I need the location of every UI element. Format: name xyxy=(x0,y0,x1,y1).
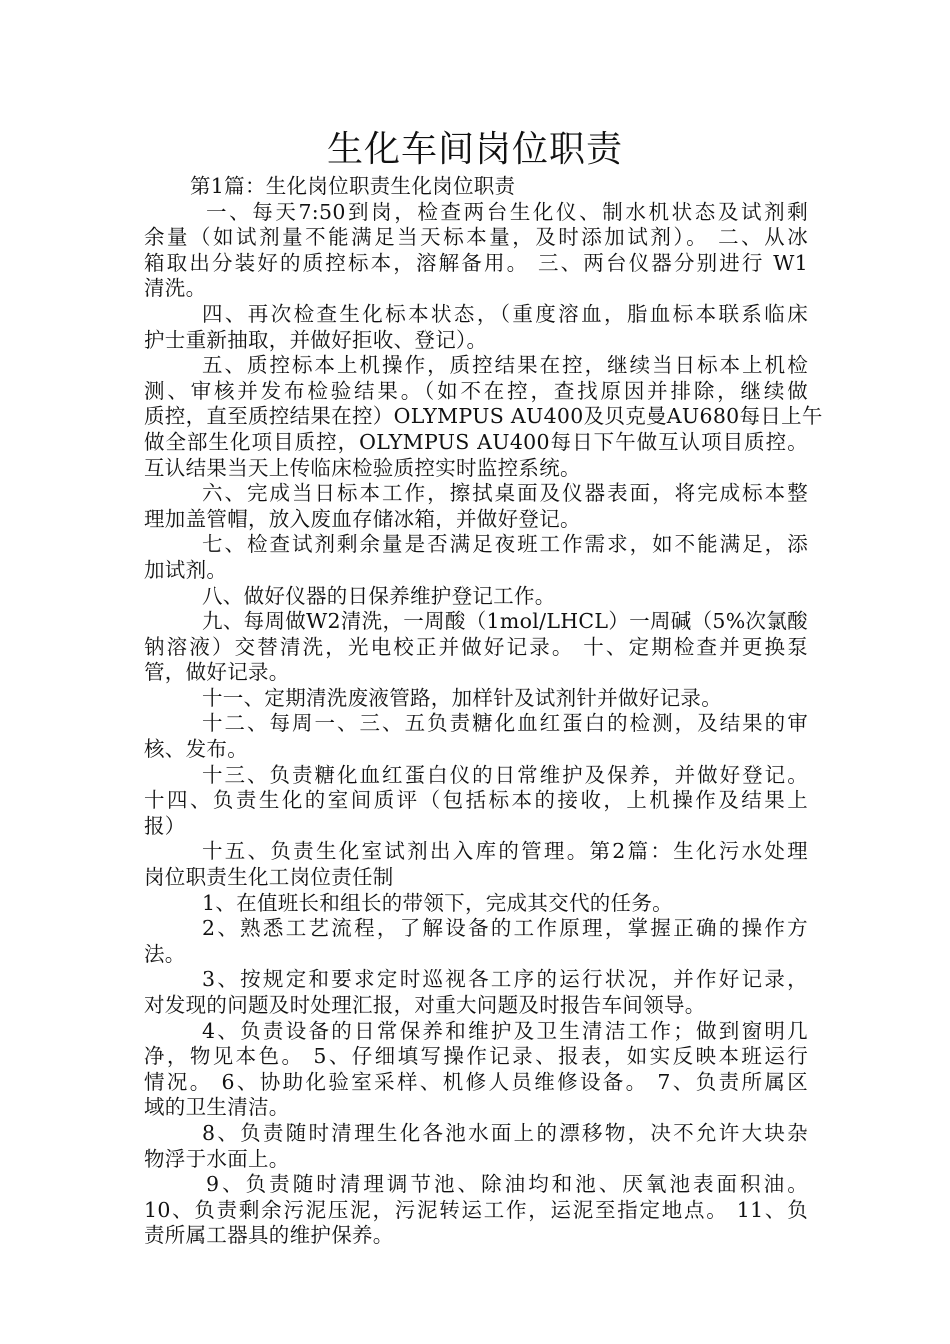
text-line: 法。 xyxy=(144,941,186,966)
text-line: 核、发布。 xyxy=(144,737,248,762)
text-line: 十一、定期清洗废液管路，加样针及试剂针并做好记录。 xyxy=(202,685,722,710)
text-line: 七、检查试剂剩余量是否满足夜班工作需求，如不能满足，添 xyxy=(202,532,808,557)
text-line: 管，做好记录。 xyxy=(144,660,290,685)
text-line: 3、按规定和要求定时巡视各工序的运行状况，并作好记录， xyxy=(202,967,808,992)
text-line: 护士重新抽取，并做好拒收、登记）。 xyxy=(144,327,488,352)
text-line: 情况。 6、协助化验室采样、机修人员维修设备。 7、负责所属区 xyxy=(144,1069,808,1094)
text-line: 第1篇：生化岗位职责生化岗位职责 xyxy=(190,174,516,198)
text-line: 十二、每周一、三、五负责糖化血红蛋白的检测，及结果的审 xyxy=(202,711,808,736)
text-line: 对发现的问题及时处理汇报，对重大问题及时报告车间领导。 xyxy=(144,993,706,1017)
text-line: 十三、负责糖化血红蛋白仪的日常维护及保养，并做好登记。 xyxy=(202,762,808,787)
text-line: 净，物见本色。 5、仔细填写操作记录、报表，如实反映本班运行 xyxy=(144,1044,808,1069)
text-line: 9、负责随时清理调节池、除油均和池、厌氧池表面积油。 xyxy=(206,1172,808,1197)
text-line: 九、每周做W2清洗，一周酸（1mol/LHCL）一周碱（5%次氯酸 xyxy=(202,609,808,634)
text-line: 4、负责设备的日常保养和维护及卫生清洁工作；做到窗明几 xyxy=(202,1018,808,1043)
text-line: 互认结果当天上传临床检验质控实时监控系统。 xyxy=(144,455,581,480)
text-line: 加试剂。 xyxy=(144,557,228,582)
document-title: 生化车间岗位职责 xyxy=(326,129,623,170)
text-line: 五、质控标本上机操作，质控结果在控，继续当日标本上机检 xyxy=(202,353,808,378)
text-line: 测、审核并发布检验结果。（如不在控，查找原因并排除，继续做 xyxy=(144,378,808,403)
text-line: 八、做好仪器的日保养维护登记工作。 xyxy=(202,583,556,608)
text-line: 余量（如试剂量不能满足当天标本量，及时添加试剂）。 二、从冰 xyxy=(144,225,808,250)
text-line: 理加盖管帽，放入废血存储冰箱，并做好登记。 xyxy=(144,506,581,531)
text-line: 2、熟悉工艺流程，了解设备的工作原理，掌握正确的操作方 xyxy=(202,916,808,941)
document-body xyxy=(144,174,823,1249)
text-line: 十四、负责生化的室间质评（包括标本的接收，上机操作及结果上 xyxy=(144,788,808,813)
text-line: 六、完成当日标本工作，擦拭桌面及仪器表面，将完成标本整 xyxy=(202,481,808,506)
text-line: 箱取出分装好的质控标本，溶解备用。 三、两台仪器分别进行 W1 xyxy=(144,250,808,275)
text-line: 1、在值班长和组长的带领下，完成其交代的任务。 xyxy=(202,890,673,915)
text-line: 钠溶液）交替清洗，光电校正并做好记录。 十、定期检查并更换泵 xyxy=(144,634,808,659)
text-line: 质控，直至质控结果在控）OLYMPUS AU400及贝克曼AU680每日上午 xyxy=(144,404,823,429)
text-line: 一、每天7:50到岗，检查两台生化仪、制水机状态及试剂剩 xyxy=(206,199,808,224)
text-line: 做全部生化项目质控，OLYMPUS AU400每日下午做互认项目质控。 xyxy=(144,429,808,454)
text-line: 10、负责剩余污泥压泥，污泥转运工作，运泥至指定地点。 11、负 xyxy=(144,1197,808,1222)
text-line: 清洗。 xyxy=(144,276,207,301)
text-line: 8、负责随时清理生化各池水面上的漂移物，决不允许大块杂 xyxy=(202,1120,808,1145)
text-line: 责所属工器具的维护保养。 xyxy=(144,1223,394,1248)
text-line: 四、再次检查生化标本状态，（重度溶血，脂血标本联系临床 xyxy=(202,301,808,326)
text-line: 岗位职责生化工岗位责任制 xyxy=(144,865,394,890)
text-line: 域的卫生清洁。 xyxy=(144,1095,290,1120)
text-line: 物浮于水面上。 xyxy=(144,1146,290,1171)
text-line: 报） xyxy=(144,813,186,838)
text-line: 十五、负责生化室试剂出入库的管理。第2篇：生化污水处理 xyxy=(202,839,808,864)
